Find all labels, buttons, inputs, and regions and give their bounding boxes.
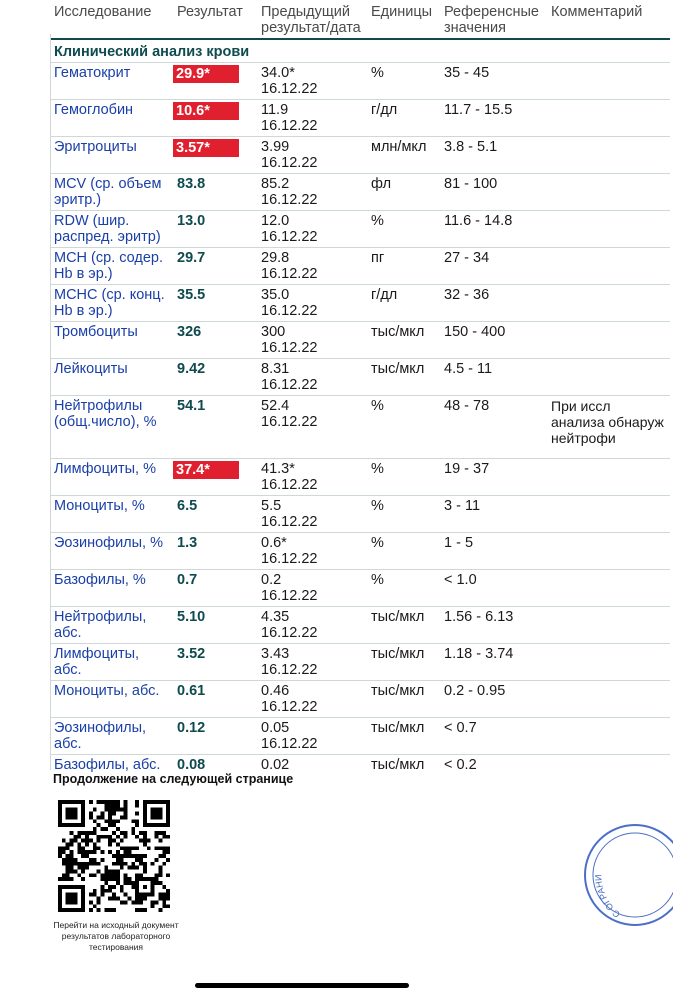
test-unit: % (367, 533, 440, 570)
table-row (50, 174, 670, 211)
table-row (50, 681, 670, 718)
test-comment (547, 496, 670, 533)
previous-value: 0.2 (261, 572, 282, 588)
test-unit: фл (367, 174, 440, 211)
home-indicator (195, 983, 409, 988)
previous-date: 16.12.22 (261, 625, 318, 641)
header-comment: Комментарий (551, 4, 643, 20)
previous-date: 16.12.22 (261, 340, 318, 356)
header-prev: Предыдущий результат/дата (261, 4, 361, 36)
test-result (173, 459, 257, 496)
previous-value: 0.6* (261, 535, 287, 551)
table-row (50, 285, 670, 322)
test-unit: тыс/мкл (367, 681, 440, 718)
previous-result (257, 607, 367, 644)
table-row (50, 137, 670, 174)
reference-range: 1.56 - 6.13 (440, 607, 547, 644)
test-result: 5.10 (173, 607, 257, 644)
test-result: 0.7 (173, 570, 257, 607)
test-unit: г/дл (367, 100, 440, 137)
test-unit: тыс/мкл (367, 755, 440, 791)
test-comment (547, 100, 670, 137)
table-row (50, 459, 670, 496)
test-name: Нейтрофилы (общ.число), % (50, 396, 173, 459)
section-title: Клинический анализ крови (50, 39, 670, 63)
previous-date: 16.12.22 (261, 266, 318, 282)
table-row (50, 607, 670, 644)
test-name: MCV (ср. объем эритр.) (50, 174, 173, 211)
reference-range: 35 - 45 (440, 63, 547, 100)
test-result: 3.52 (173, 644, 257, 681)
previous-value: 8.31 (261, 361, 290, 377)
test-unit: тыс/мкл (367, 359, 440, 396)
test-comment (547, 533, 670, 570)
reference-range: 81 - 100 (440, 174, 547, 211)
results-table (50, 0, 670, 791)
test-result: 0.61 (173, 681, 257, 718)
previous-date: 16.12.22 (261, 662, 318, 678)
test-name: MCH (ср. содер. Hb в эр.) (50, 248, 173, 285)
test-name: Базофилы, абс. (50, 755, 173, 791)
previous-result (257, 285, 367, 322)
test-unit: тыс/мкл (367, 607, 440, 644)
previous-date: 16.12.22 (261, 588, 318, 604)
table-row (50, 396, 670, 459)
previous-result (257, 63, 367, 100)
test-unit: % (367, 459, 440, 496)
test-unit: % (367, 496, 440, 533)
test-name: Лейкоциты (50, 359, 173, 396)
test-comment (547, 681, 670, 718)
previous-value: 85.2 (261, 176, 290, 192)
previous-value: 41.3* (261, 461, 295, 477)
test-result: 0.08 (173, 755, 257, 791)
reference-range: 19 - 37 (440, 459, 547, 496)
qr-caption: Перейти на исходный документ результатов лабораторного тестирования (53, 920, 179, 952)
test-result (173, 137, 257, 174)
test-result: 326 (173, 322, 257, 359)
previous-date: 16.12.22 (261, 192, 318, 208)
test-comment (547, 359, 670, 396)
previous-date: 16.12.22 (261, 118, 318, 134)
test-comment (547, 570, 670, 607)
reference-range: < 1.0 (440, 570, 547, 607)
previous-result (257, 496, 367, 533)
reference-range: 11.7 - 15.5 (440, 100, 547, 137)
stamp-text: С ОГРАНИ (593, 874, 622, 920)
test-name: Эозинофилы, абс. (50, 718, 173, 755)
test-comment (547, 211, 670, 248)
previous-result (257, 570, 367, 607)
test-comment (547, 644, 670, 681)
test-name: MCHC (ср. конц. Hb в эр.) (50, 285, 173, 322)
test-name: Гемоглобин (50, 100, 173, 137)
test-unit: тыс/мкл (367, 322, 440, 359)
reference-range: < 0.7 (440, 718, 547, 755)
reference-range: 48 - 78 (440, 396, 547, 459)
test-comment: При иссл анализа обнаруж нейтрофи (547, 396, 670, 459)
test-result: 1.3 (173, 533, 257, 570)
previous-value: 29.8 (261, 250, 290, 266)
previous-value: 0.05 (261, 720, 290, 736)
previous-value: 12.0 (261, 213, 290, 229)
section-row (50, 39, 670, 63)
test-name: Тромбоциты (50, 322, 173, 359)
reference-range: 0.2 - 0.95 (440, 681, 547, 718)
previous-value: 52.4 (261, 398, 290, 414)
reference-range: 150 - 400 (440, 322, 547, 359)
test-unit: пг (367, 248, 440, 285)
header-name: Исследование (54, 4, 152, 20)
previous-date: 16.12.22 (261, 229, 318, 245)
test-name: Лимфоциты, абс. (50, 644, 173, 681)
test-result: 83.8 (173, 174, 257, 211)
previous-result (257, 644, 367, 681)
previous-result (257, 359, 367, 396)
test-unit: г/дл (367, 285, 440, 322)
header-ref: Референсные значения (444, 4, 539, 36)
table-row (50, 718, 670, 755)
continue-note: Продолжение на следующей странице (53, 772, 294, 786)
test-result: 13.0 (173, 211, 257, 248)
test-unit: млн/мкл (367, 137, 440, 174)
table-header-row (50, 0, 670, 39)
previous-result (257, 459, 367, 496)
test-comment (547, 322, 670, 359)
reference-range: 4.5 - 11 (440, 359, 547, 396)
test-name: Нейтрофилы, абс. (50, 607, 173, 644)
header-unit: Единицы (371, 4, 433, 20)
test-name: Лимфоциты, % (50, 459, 173, 496)
table-row (50, 248, 670, 285)
previous-result (257, 322, 367, 359)
reference-range: 27 - 34 (440, 248, 547, 285)
previous-result (257, 718, 367, 755)
reference-range: < 0.2 (440, 755, 547, 791)
previous-value: 300 (261, 324, 286, 340)
previous-result (257, 100, 367, 137)
test-result: 0.12 (173, 718, 257, 755)
reference-range: 3 - 11 (440, 496, 547, 533)
test-result: 54.1 (173, 396, 257, 459)
reference-range: 3.8 - 5.1 (440, 137, 547, 174)
previous-result (257, 248, 367, 285)
table-row (50, 322, 670, 359)
test-unit: % (367, 396, 440, 459)
previous-result (257, 681, 367, 718)
test-name: Моноциты, % (50, 496, 173, 533)
test-result (173, 100, 257, 137)
table-row (50, 211, 670, 248)
test-comment (547, 248, 670, 285)
test-result (173, 63, 257, 100)
test-result: 35.5 (173, 285, 257, 322)
test-name: Эозинофилы, % (50, 533, 173, 570)
abnormal-result-badge: 29.9* (173, 65, 239, 83)
previous-result (257, 396, 367, 459)
previous-value: 4.35 (261, 609, 290, 625)
header-result: Результат (177, 4, 243, 20)
test-name: Базофилы, % (50, 570, 173, 607)
previous-value: 5.5 (261, 498, 282, 514)
previous-result (257, 211, 367, 248)
test-comment (547, 63, 670, 100)
test-name: RDW (шир. распред. эритр) (50, 211, 173, 248)
svg-text:С ОГРАНИ (593, 874, 622, 920)
previous-date: 16.12.22 (261, 551, 318, 567)
previous-value: 3.43 (261, 646, 290, 662)
table-row (50, 100, 670, 137)
test-comment (547, 137, 670, 174)
table-row (50, 644, 670, 681)
test-comment (547, 459, 670, 496)
previous-date: 16.12.22 (261, 81, 318, 97)
test-comment (547, 285, 670, 322)
table-row (50, 359, 670, 396)
test-comment (547, 174, 670, 211)
table-row (50, 570, 670, 607)
previous-value: 34.0* (261, 65, 295, 81)
test-name: Эритроциты (50, 137, 173, 174)
test-unit: % (367, 63, 440, 100)
previous-date: 16.12.22 (261, 303, 318, 319)
previous-value: 0.46 (261, 683, 290, 699)
previous-date: 16.12.22 (261, 155, 318, 171)
test-result: 6.5 (173, 496, 257, 533)
previous-value: 0.02 (261, 757, 290, 773)
test-comment (547, 755, 670, 791)
test-comment (547, 607, 670, 644)
table-left-border (50, 34, 51, 770)
test-result: 9.42 (173, 359, 257, 396)
table-row (50, 63, 670, 100)
previous-date: 16.12.22 (261, 699, 318, 715)
reference-range: 11.6 - 14.8 (440, 211, 547, 248)
previous-result (257, 137, 367, 174)
reference-range: 1 - 5 (440, 533, 547, 570)
stamp-icon (583, 820, 673, 930)
previous-date: 16.12.22 (261, 377, 318, 393)
previous-result (257, 174, 367, 211)
test-unit: % (367, 211, 440, 248)
test-unit: тыс/мкл (367, 644, 440, 681)
test-result: 29.7 (173, 248, 257, 285)
abnormal-result-badge: 37.4* (173, 461, 239, 479)
reference-range: 1.18 - 3.74 (440, 644, 547, 681)
test-unit: % (367, 570, 440, 607)
previous-date: 16.12.22 (261, 514, 318, 530)
table-row (50, 496, 670, 533)
table-row (50, 533, 670, 570)
test-unit: тыс/мкл (367, 718, 440, 755)
previous-result (257, 533, 367, 570)
previous-date: 16.12.22 (261, 477, 318, 493)
previous-value: 3.99 (261, 139, 290, 155)
previous-date: 16.12.22 (261, 736, 318, 752)
test-comment (547, 718, 670, 755)
previous-date: 16.12.22 (261, 414, 318, 430)
previous-value: 35.0 (261, 287, 290, 303)
previous-value: 11.9 (261, 102, 289, 118)
abnormal-result-badge: 10.6* (173, 102, 239, 120)
test-name: Моноциты, абс. (50, 681, 173, 718)
reference-range: 32 - 36 (440, 285, 547, 322)
abnormal-result-badge: 3.57* (173, 139, 239, 157)
qr-code-icon[interactable] (58, 800, 170, 912)
test-name: Гематокрит (50, 63, 173, 100)
